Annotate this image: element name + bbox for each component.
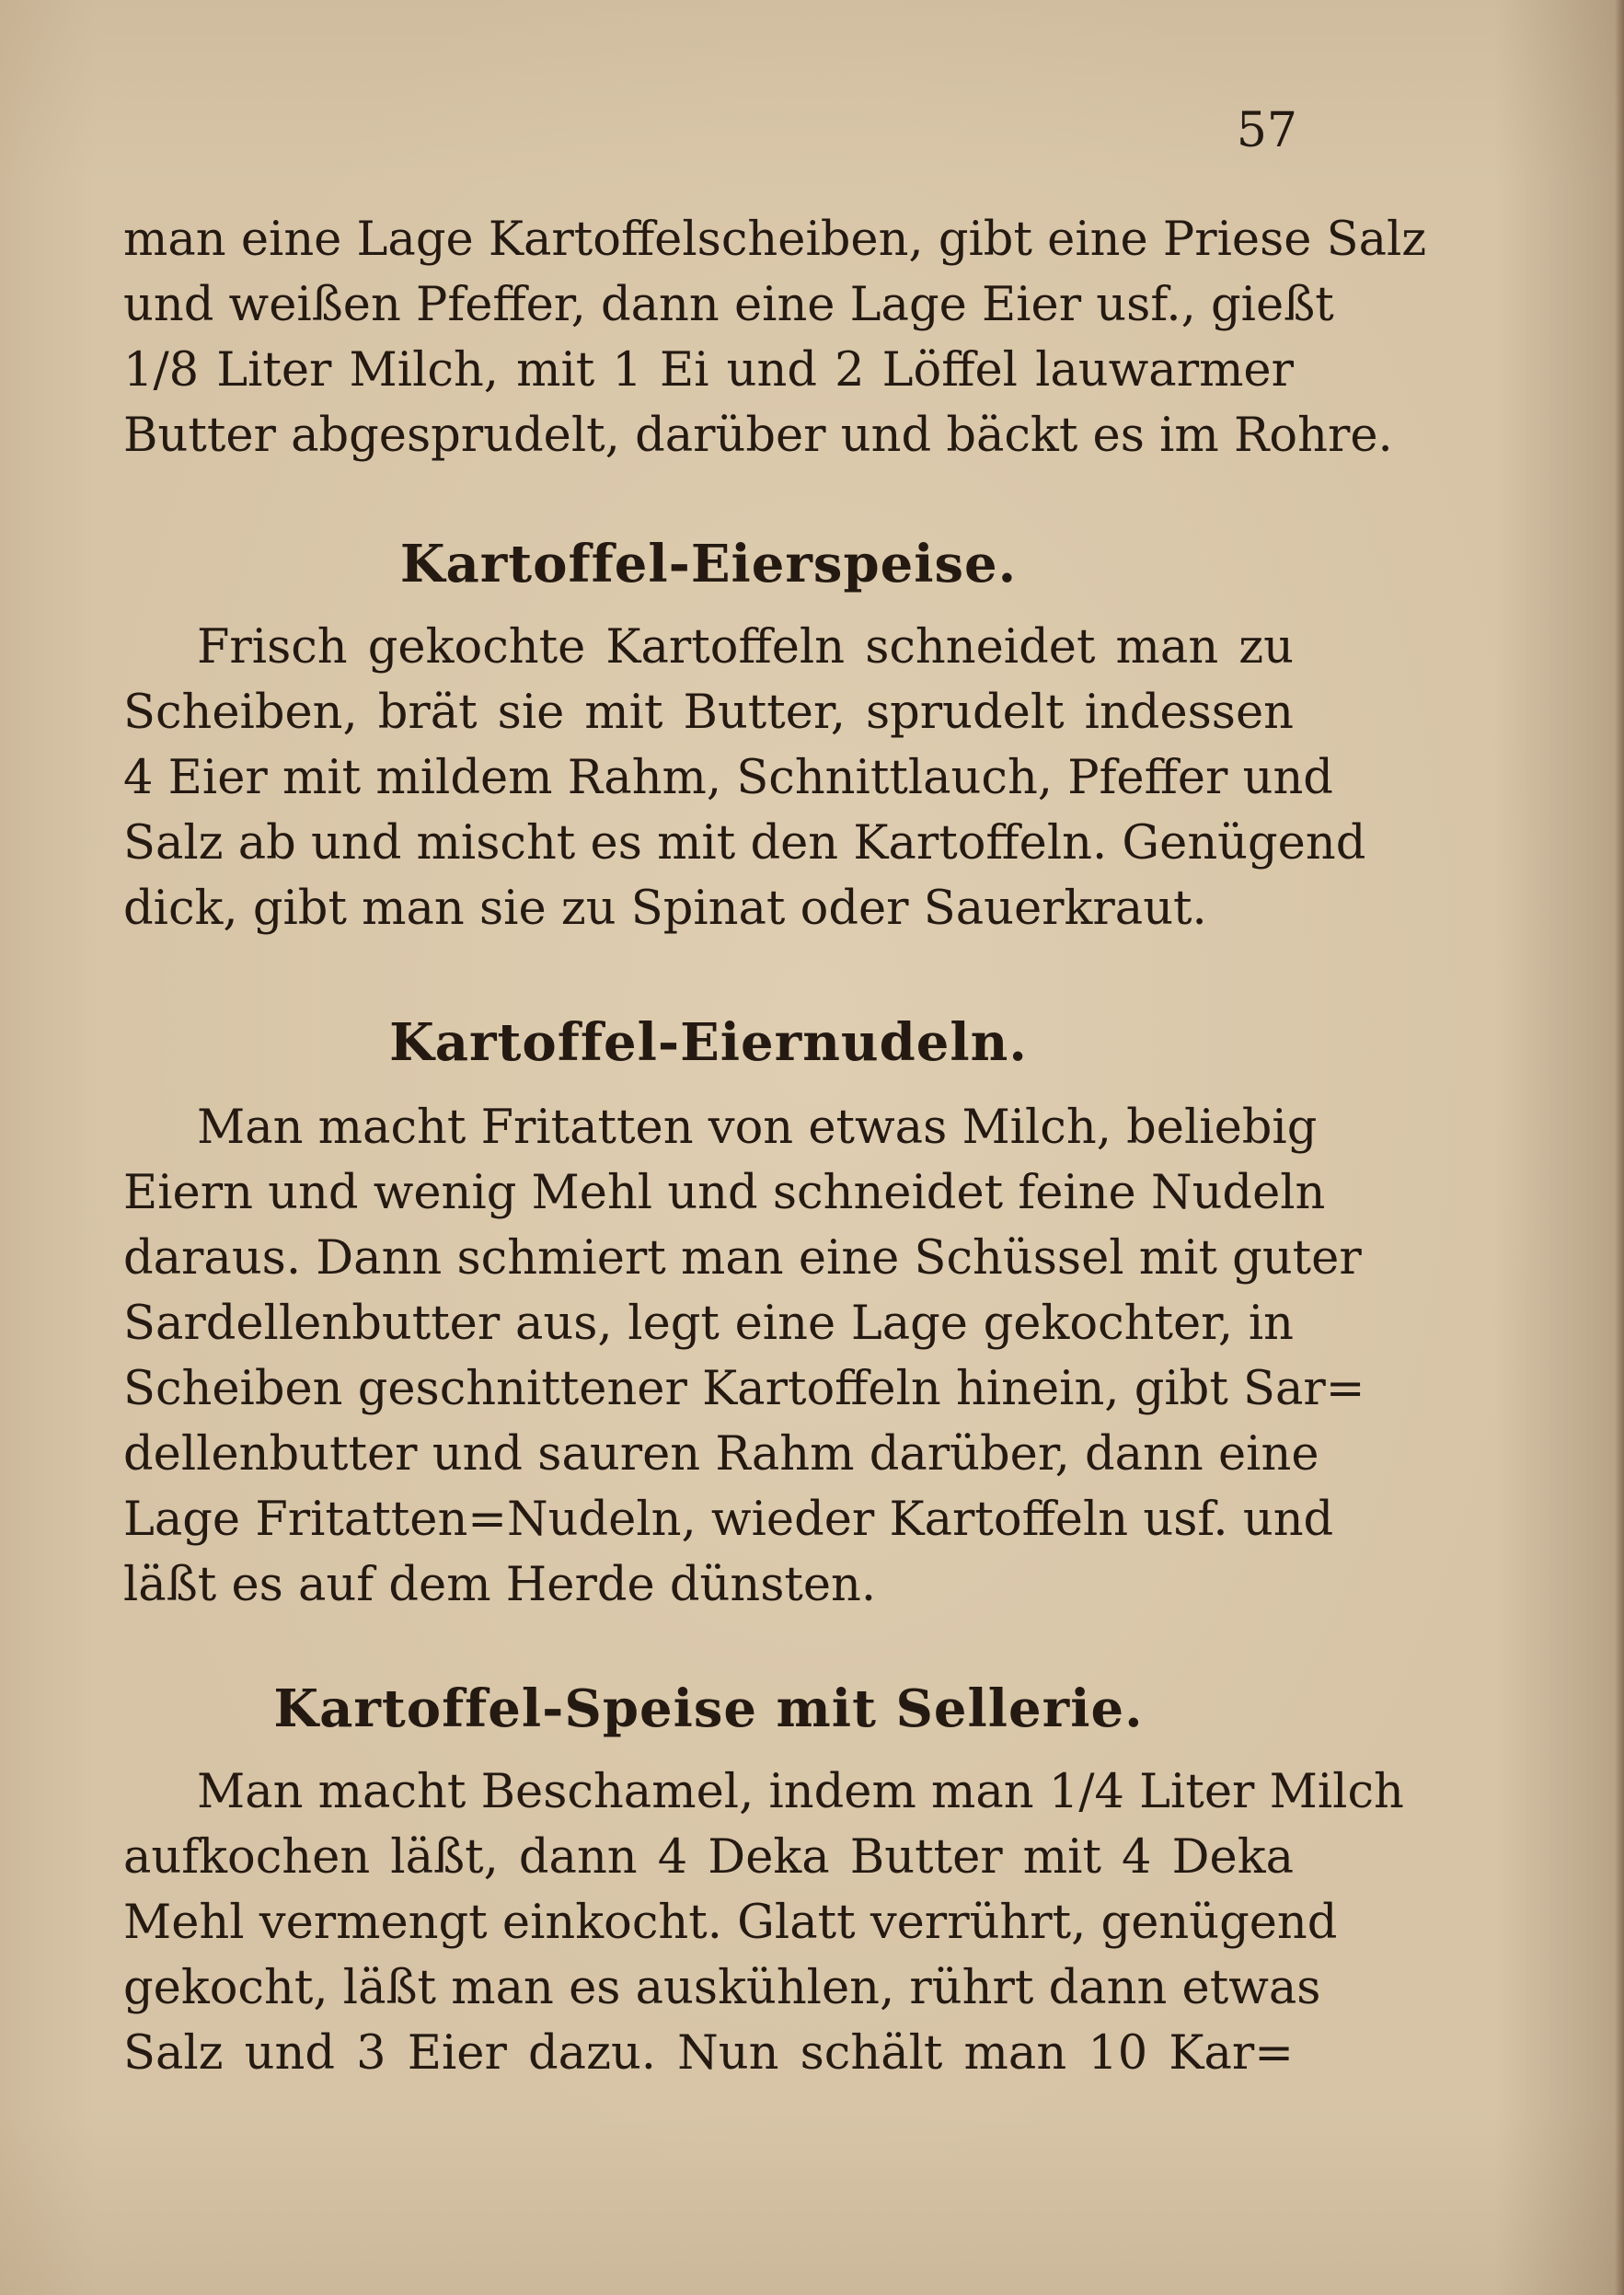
text-line: Salz und 3 Eier dazu. Nun schält man 10 Kar=: [123, 2026, 1294, 2081]
text-line: Frisch gekochte Kartoffeln schneidet man zu: [197, 620, 1294, 675]
text-line: und weißen Pfeffer, dann eine Lage Eier usf., gießt: [123, 278, 1334, 332]
text-line: daraus. Dann schmiert man eine Schüssel mit guter: [123, 1231, 1362, 1286]
page-edge-shadow: [1615, 0, 1624, 2295]
text-line: Man macht Fritatten von etwas Milch, beliebig: [197, 1101, 1318, 1155]
recipe-paragraph: [123, 1759, 1404, 2086]
intro-paragraph: [123, 207, 1427, 468]
text-line: Butter abgesprudelt, darüber und bäckt es im Rohre.: [123, 409, 1393, 463]
recipe-title: Kartoffel-Eiernudeln.: [389, 1012, 1028, 1073]
recipe-paragraph: [123, 1095, 1365, 1618]
text-line: Mehl vermengt einkocht. Glatt verrührt, genügend: [123, 1896, 1338, 1950]
text-line: dick, gibt man sie zu Spinat oder Sauerkraut.: [123, 882, 1207, 936]
text-line: gekocht, läßt man es auskühlen, rührt dann etwas: [123, 1961, 1321, 2015]
recipe-title: Kartoffel-Speise mit Sellerie.: [273, 1678, 1144, 1739]
text-line: Salz ab und mischt es mit den Kartoffeln. Genügend: [123, 816, 1366, 871]
recipe-paragraph: [123, 615, 1366, 941]
page-number: 57: [1236, 103, 1297, 158]
text-line: Lage Fritatten=Nudeln, wieder Kartoffeln usf. und: [123, 1493, 1334, 1547]
text-line: 4 Eier mit mildem Rahm, Schnittlauch, Pfeffer und: [123, 751, 1333, 805]
text-line: Sardellenbutter aus, legt eine Lage gekochter, in: [123, 1297, 1294, 1351]
text-line: dellenbutter und sauren Rahm darüber, dann eine: [123, 1427, 1319, 1482]
text-line: man eine Lage Kartoffelscheiben, gibt eine Priese Salz: [123, 213, 1427, 267]
text-line: Scheiben, brät sie mit Butter, sprudelt indessen: [123, 686, 1294, 740]
text-line: 1/8 Liter Milch, mit 1 Ei und 2 Löffel lauwarmer: [123, 343, 1294, 398]
recipe-title: Kartoffel-Eierspeise.: [399, 534, 1018, 594]
text-line: läßt es auf dem Herde dünsten.: [123, 1558, 877, 1612]
text-line: aufkochen läßt, dann 4 Deka Butter mit 4 Deka: [123, 1830, 1294, 1885]
text-line: Scheiben geschnittener Kartoffeln hinein, gibt Sar=: [123, 1362, 1365, 1416]
text-line: Man macht Beschamel, indem man 1/4 Liter Milch: [197, 1765, 1404, 1819]
text-line: Eiern und wenig Mehl und schneidet feine Nudeln: [123, 1166, 1326, 1220]
